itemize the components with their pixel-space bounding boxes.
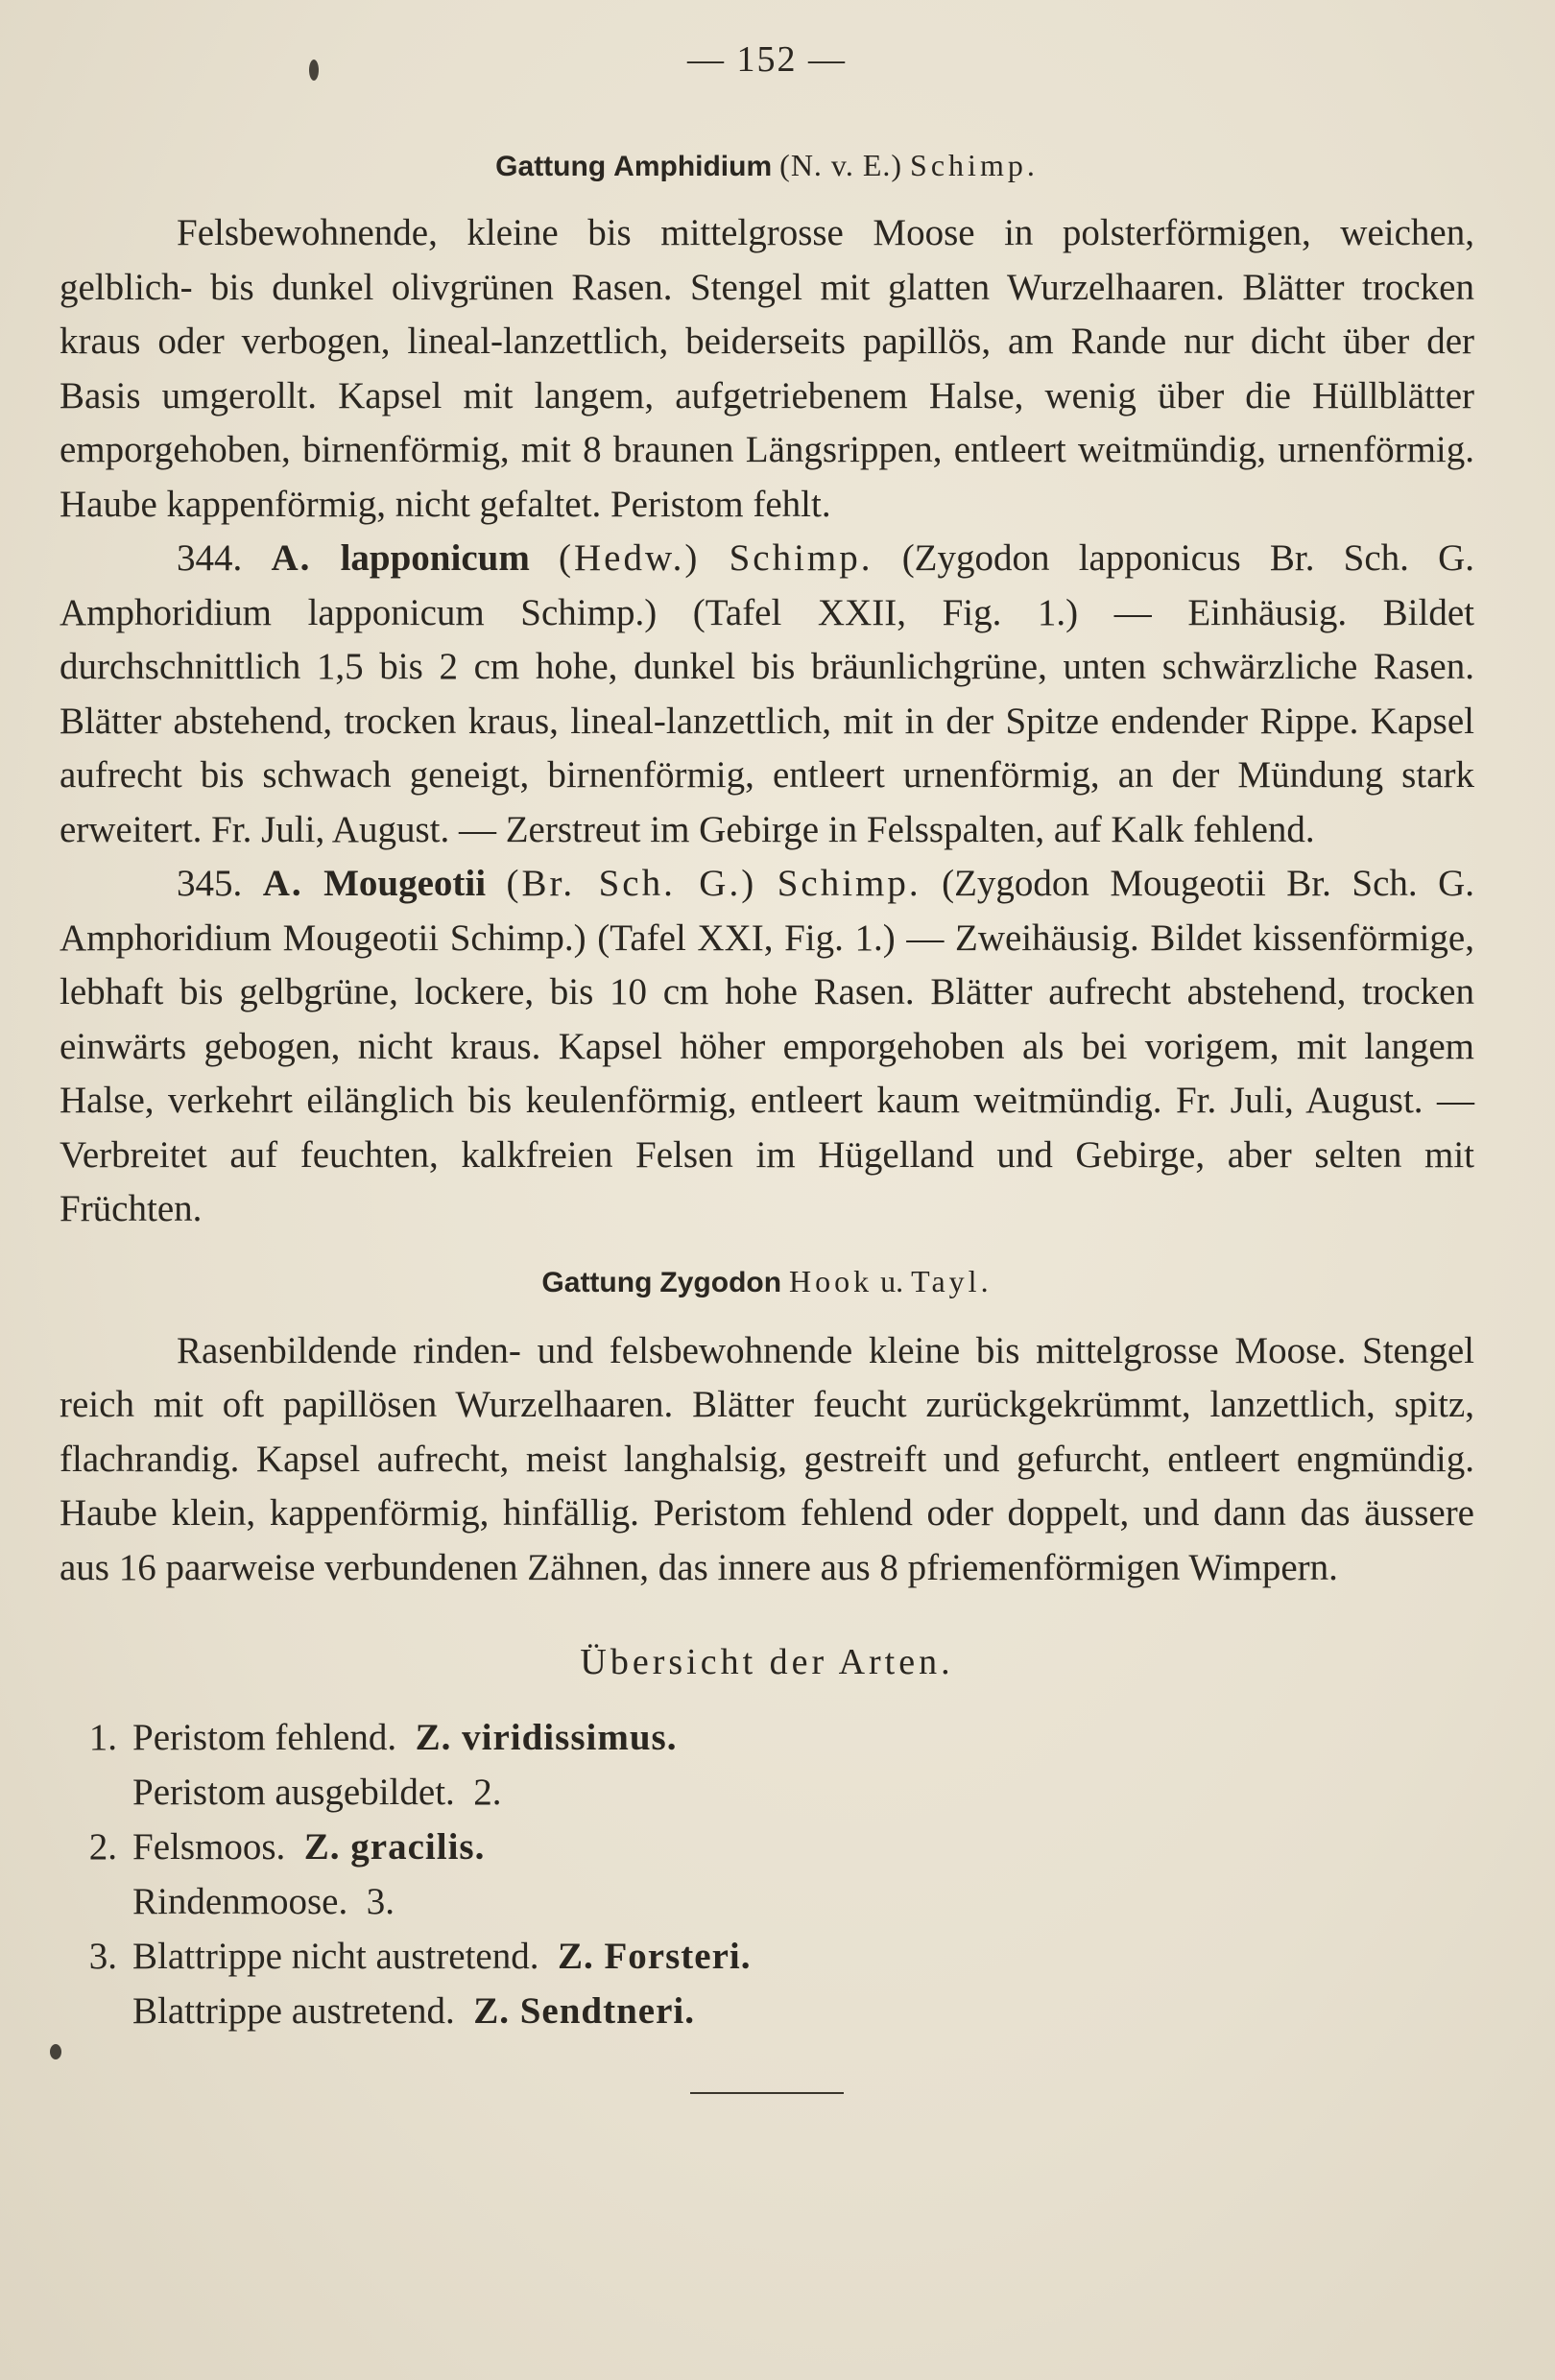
species-name: A. Mougeotii [262,863,487,904]
closing-rule [690,2092,844,2094]
key-row: Peristom ausgebildet. 2. [132,1772,502,1813]
key-row: Rindenmoose. 3. [132,1881,395,1922]
genus-description-amphidium: Felsbewohnende, kleine bis mittelgrosse Moose in polsterförmigen, weichen, gelblich- bis dunkel olivgrünen Rasen. Stengel mit glatten Wurzelhaaren. Blätter trocken kraus oder verbogen, lineal-lanzettlich, beiderseits papillös, am Rande nur dicht über der Basis umgerollt. Kapsel mit langem, aufgetriebenem Halse, wenig über die Hüllblätter emporgehoben, birnenförmig, mit 8 braunen Längsrippen, entleert weitmündig, urnenförmig. Haube kappenförmig, nicht gefaltet. Peristom fehlt. [60,212,1474,525]
genus-description-zygodon: Rasenbildende rinden- und felsbewohnende kleine bis mittelgrosse Moose. Stengel reich mit oft papillösen Wurzelhaaren. Blätter feucht zurückgekrümmt, lanzettlich, spitz, flachrandig. Kapsel aufrecht, meist langhalsig, gestreift und gefurcht, entleert engmündig. Haube klein, kappenförmig, hinfällig. Peristom fehlend oder doppelt, und dann das äussere aus 16 paarweise verbundenen Zähnen, das innere aus 8 pfriemenförmigen Wimpern. [60,1329,1474,1588]
key-row: 1. Peristom fehlend. Z. viridissimus. [88,1717,678,1758]
genus-heading-zygodon: Gattung Zygodon Hook u. Tayl. [541,1263,993,1298]
species-entry-345: 345. A. Mougeotii (Br. Sch. G.) Schimp. (Zygodon Mougeotii Br. Sch. G. Amphoridium Mougeotii Schimp.) (Tafel XXI, Fig. 1.) — Zweihäusig. Bildet kissenförmige, lebhaft bis gelbgrüne, lockere, bis 10 cm hohe Rasen. Blätter aufrecht abstehend, trocken einwärts gebogen, nicht kraus. Kapsel höher emporgehoben als bei vorigem, mit langem Halse, verkehrt eilänglich bis keulenförmig, entleert kaum weitmündig. Fr. Juli, August. — Verbreitet auf feuchten, kalkfreien Felsen im Hügelland und Gebirge, aber selten mit Früchten. [60,863,1475,1229]
overview-title: Übersicht der Arten. [580,1642,954,1682]
key-row: 3. Blattrippe nicht austretend. Z. Forsteri. [88,1936,752,1977]
species-key [60,1710,1474,2038]
ink-spot [50,2044,61,2059]
species-entry-344: 344. A. lapponicum (Hedw.) Schimp. (Zygodon lapponicus Br. Sch. G. Amphoridium lapponicum Schimp.) (Tafel XXII, Fig. 1.) — Einhäusig. Bildet durchschnittlich 1,5 bis 2 cm hohe, dunkel bis bräunlichgrüne, unten schwärzliche Rasen. Blätter abstehend, trocken kraus, lineal-lanzettlich, mit in der Spitze endender Rippe. Kapsel aufrecht bis schwach geneigt, birnenförmig, entleert urnenförmig, an der Mündung stark erweitert. Fr. Juli, August. — Zerstreut im Gebirge in Felsspalten, auf Kalk fehlend. [60,537,1475,850]
key-row: 2. Felsmoos. Z. gracilis. [88,1826,486,1868]
page-number: — 152 — [687,39,847,80]
ink-spot [309,60,319,81]
species-name: A. lapponicum [271,537,530,579]
key-row: Blattrippe austretend. Z. Sendtneri. [132,1990,696,2032]
genus-heading-amphidium: Gattung Amphidium (N. v. E.) Schimp. [495,148,1039,182]
